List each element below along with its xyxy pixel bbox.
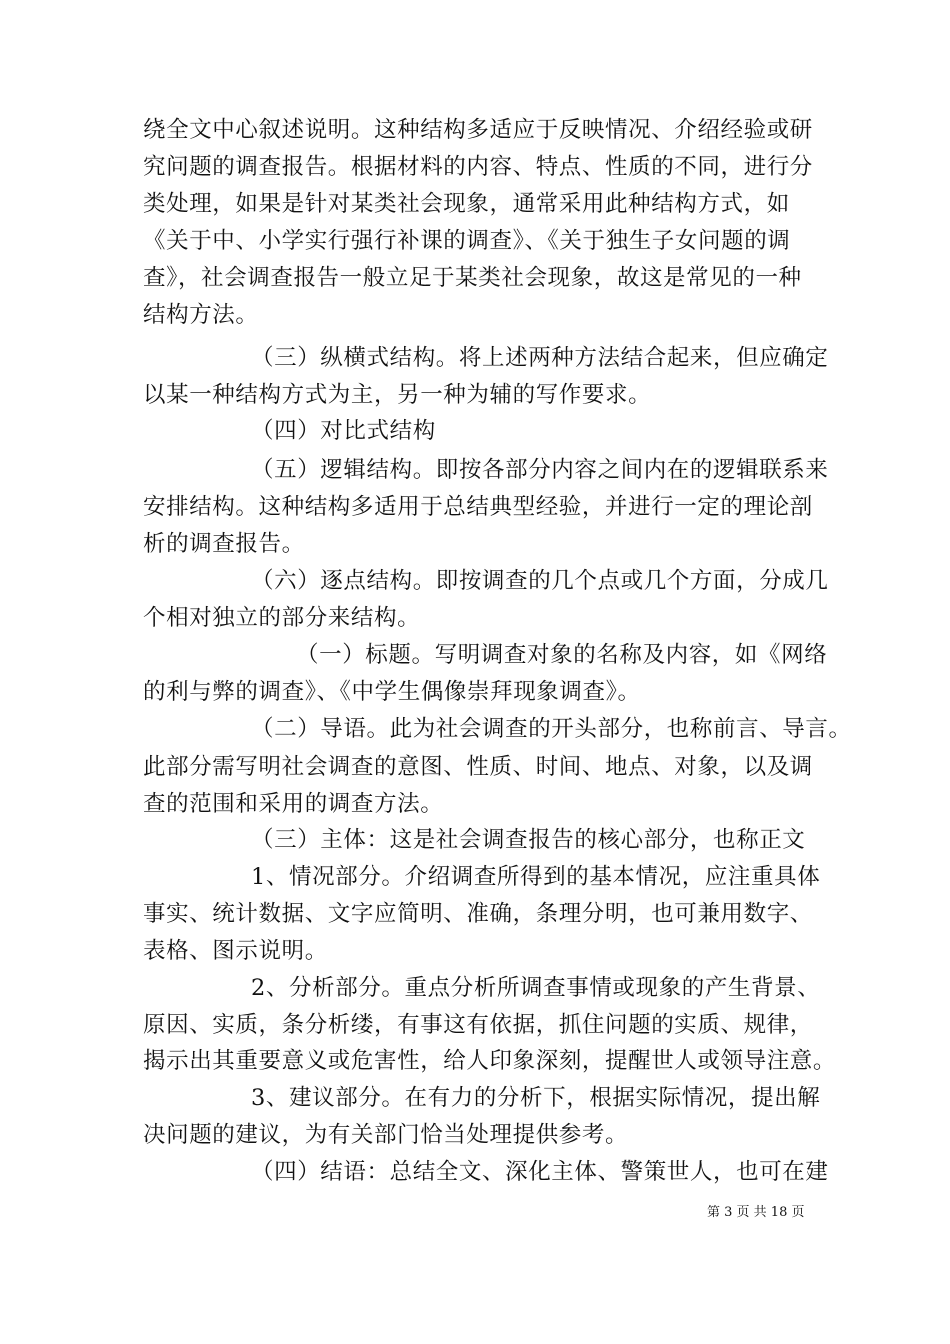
text-line: 的利与弊的调查》、《中学生偶像崇拜现象调查》。 <box>143 679 641 705</box>
text-line: （一）标题。写明调查对象的名称及内容，如《网络 <box>296 642 828 668</box>
text-line: 结构方法。 <box>143 302 259 328</box>
text-line: 安排结构。这种结构多适用于总结典型经验，并进行一定的理论剖 <box>143 494 813 520</box>
text-line: 析的调查报告。 <box>143 531 305 557</box>
page-number-footer: 第 3 页 共 18 页 <box>707 1205 805 1220</box>
text-line: 类处理，如果是针对某类社会现象，通常采用此种结构方式，如 <box>143 191 790 217</box>
text-line: 《关于中、小学实行强行补课的调查》、《关于独生子女问题的调 <box>143 228 791 254</box>
text-line: 原因、实质，条分析缕，有事这有依据，抓住问题的实质、规律， <box>143 1012 813 1038</box>
text-line: （四）结语：总结全文、深化主体、警策世人，也可在建 <box>251 1159 829 1185</box>
text-line: 以某一种结构方式为主，另一种为辅的写作要求。 <box>143 382 652 408</box>
text-line: （二）导语。此为社会调查的开头部分，也称前言、导言。 <box>251 716 852 742</box>
text-line: （五）逻辑结构。即按各部分内容之间内在的逻辑联系来 <box>251 457 829 483</box>
text-line: 个相对独立的部分来结构。 <box>143 605 421 631</box>
text-line: 查的范围和采用的调查方法。 <box>143 791 444 817</box>
text-line: 查》，社会调查报告一般立足于某类社会现象，故这是常见的一种 <box>143 265 802 291</box>
text-line: 揭示出其重要意义或危害性，给人印象深刻，提醒世人或领导注意。 <box>143 1048 837 1074</box>
text-line: 究问题的调查报告。根据材料的内容、特点、性质的不同，进行分 <box>143 154 813 180</box>
text-line: （四）对比式结构 <box>251 418 436 444</box>
text-line: 绕全文中心叙述说明。这种结构多适应于反映情况、介绍经验或研 <box>143 117 813 143</box>
text-line: （三）纵横式结构。将上述两种方法结合起来，但应确定 <box>251 345 829 371</box>
text-line: 表格、图示说明。 <box>143 938 328 964</box>
text-line: 决问题的建议，为有关部门恰当处理提供参考。 <box>143 1122 629 1148</box>
text-line: （三）主体：这是社会调查报告的核心部分，也称正文 <box>251 827 806 853</box>
text-line: 2、分析部分。重点分析所调查事情或现象的产生背景、 <box>251 975 821 1001</box>
text-line: （六）逐点结构。即按调查的几个点或几个方面，分成几 <box>251 568 829 594</box>
text-line: 3、建议部分。在有力的分析下，根据实际情况，提出解 <box>251 1085 821 1111</box>
text-line: 事实、统计数据、文字应简明、准确，条理分明，也可兼用数字、 <box>143 901 813 927</box>
text-line: 1、情况部分。介绍调查所得到的基本情况，应注重具体 <box>251 864 821 890</box>
text-line: 此部分需写明社会调查的意图、性质、时间、地点、对象，以及调 <box>143 754 813 780</box>
